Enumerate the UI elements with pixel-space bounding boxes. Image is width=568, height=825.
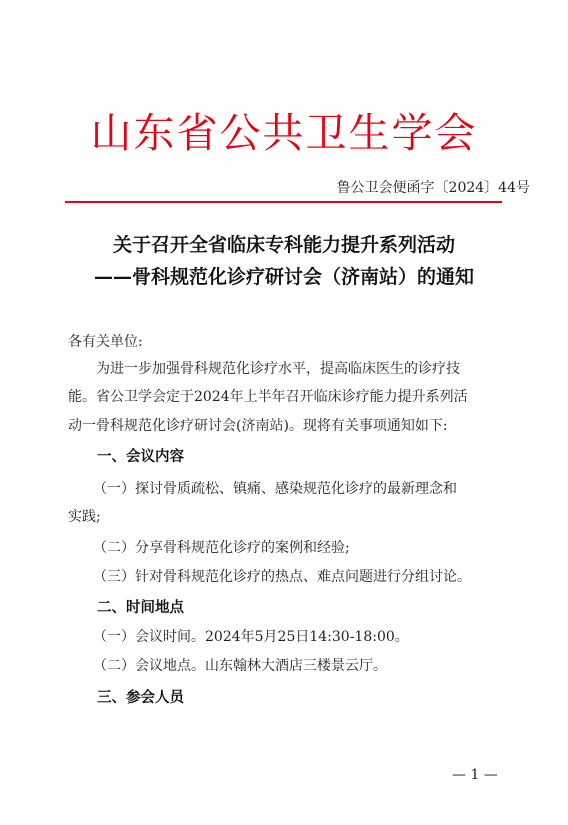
section-3-heading: 三、参会人员 [97, 690, 184, 706]
item-1-3: （三）针对骨科规范化诊疗的热点、难点问题进行分组讨论。 [93, 569, 471, 585]
letterhead-divider [65, 201, 502, 203]
salutation: 各有关单位: [68, 334, 143, 350]
notice-title-line-1: 关于召开全省临床专科能力提升系列活动 [112, 234, 455, 256]
intro-line-1: 为进一步加强骨科规范化诊疗水平，提高临床医生的诊疗技 [96, 361, 460, 377]
notice-title-line-2: ——骨科规范化诊疗研讨会（济南站）的通知 [93, 266, 474, 288]
intro-line-3: 动一骨科规范化诊疗研讨会(济南站)。现将有关事项通知如下: [68, 418, 448, 434]
document-number: 鲁公卫会便函字〔2024〕44号 [336, 180, 530, 196]
section-2-heading: 二、时间地点 [97, 600, 184, 616]
item-1-2: （二）分享骨科规范化诊疗的案例和经验; [93, 540, 350, 556]
item-1-1: （一）探讨骨质疏松、镇痛、感染规范化诊疗的最新理念和 [93, 481, 457, 497]
letterhead-title: 山东省公共卫生学会 [90, 109, 478, 157]
page-number: — 1 — [452, 767, 498, 783]
section-1-heading: 一、会议内容 [97, 449, 184, 465]
item-2-1: （一）会议时间。2024年5月25日14:30-18:00。 [93, 629, 409, 645]
intro-line-2: 能。省公卫学会定于2024年上半年召开临床诊疗能力提升系列活 [68, 389, 468, 405]
item-2-2: （二）会议地点。山东翰林大酒店三楼景云厅。 [93, 658, 387, 674]
item-1-1-cont: 实践; [68, 509, 101, 525]
